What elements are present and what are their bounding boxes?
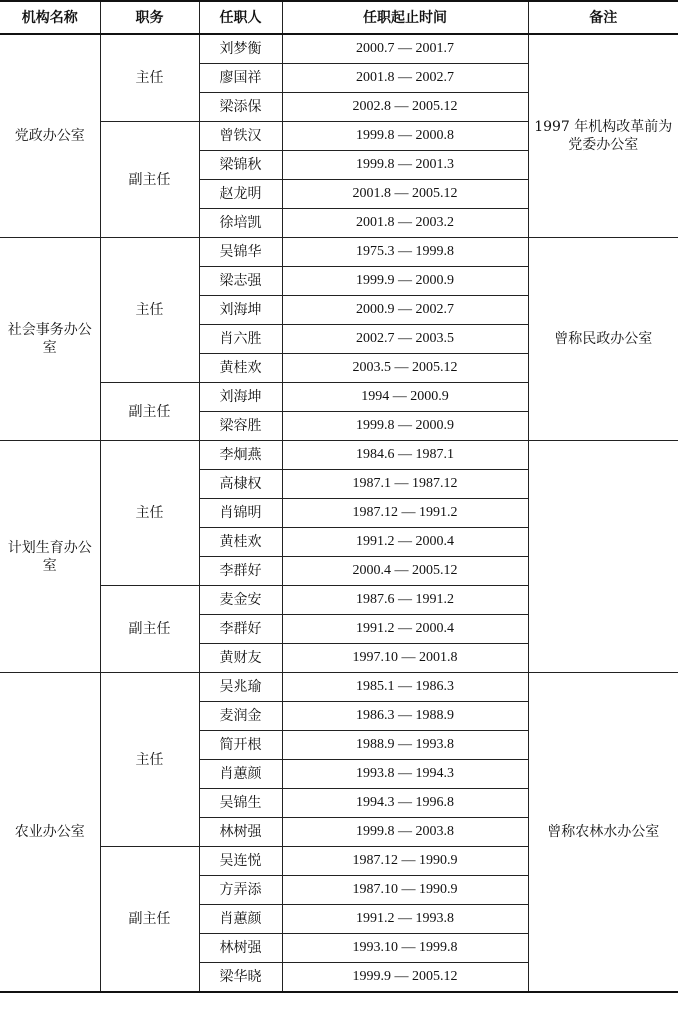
person-name-cell: 高棣权 [199, 470, 282, 499]
person-name-cell: 刘梦衡 [199, 34, 282, 64]
note-cell: 曾称民政办公室 [528, 238, 678, 441]
person-name-cell: 李群好 [199, 615, 282, 644]
term-cell: 1997.10 — 2001.8 [282, 644, 528, 673]
term-cell: 1988.9 — 1993.8 [282, 731, 528, 760]
term-cell: 1975.3 — 1999.8 [282, 238, 528, 267]
person-name-cell: 廖国祥 [199, 64, 282, 93]
term-cell: 2000.9 — 2002.7 [282, 296, 528, 325]
position-cell: 主任 [100, 441, 199, 586]
person-name-cell: 李炯燕 [199, 441, 282, 470]
header-note: 备注 [528, 1, 678, 34]
term-cell: 1984.6 — 1987.1 [282, 441, 528, 470]
term-cell: 1999.8 — 2000.8 [282, 122, 528, 151]
person-name-cell: 麦金安 [199, 586, 282, 615]
term-cell: 1987.10 — 1990.9 [282, 876, 528, 905]
table-row [0, 34, 678, 64]
term-cell: 2001.8 — 2003.2 [282, 209, 528, 238]
term-cell: 2000.7 — 2001.7 [282, 34, 528, 64]
term-cell: 1991.2 — 2000.4 [282, 615, 528, 644]
person-name-cell: 刘海坤 [199, 296, 282, 325]
person-name-cell: 吴连悦 [199, 847, 282, 876]
term-cell: 1994 — 2000.9 [282, 383, 528, 412]
person-name-cell: 徐培凯 [199, 209, 282, 238]
table-body [0, 34, 678, 992]
person-name-cell: 黄桂欢 [199, 528, 282, 557]
term-cell: 1994.3 — 1996.8 [282, 789, 528, 818]
term-cell: 1999.8 — 2000.9 [282, 412, 528, 441]
org-name-cell: 党政办公室 [0, 34, 100, 238]
person-name-cell: 梁容胜 [199, 412, 282, 441]
term-cell: 1986.3 — 1988.9 [282, 702, 528, 731]
person-name-cell: 梁锦秋 [199, 151, 282, 180]
position-cell: 副主任 [100, 847, 199, 993]
table-row [0, 441, 678, 470]
person-name-cell: 林树强 [199, 818, 282, 847]
term-cell: 1999.8 — 2001.3 [282, 151, 528, 180]
header-position: 职务 [100, 1, 199, 34]
person-name-cell: 赵龙明 [199, 180, 282, 209]
term-cell: 2002.7 — 2003.5 [282, 325, 528, 354]
term-cell: 1999.8 — 2003.8 [282, 818, 528, 847]
term-cell: 2002.8 — 2005.12 [282, 93, 528, 122]
person-name-cell: 李群好 [199, 557, 282, 586]
person-name-cell: 吴锦华 [199, 238, 282, 267]
org-name-cell: 计划生育办公室 [0, 441, 100, 673]
term-cell: 1987.12 — 1991.2 [282, 499, 528, 528]
term-cell: 2000.4 — 2005.12 [282, 557, 528, 586]
person-name-cell: 方弄添 [199, 876, 282, 905]
table-row [0, 673, 678, 702]
header-row [0, 1, 678, 34]
person-name-cell: 麦润金 [199, 702, 282, 731]
term-cell: 1999.9 — 2000.9 [282, 267, 528, 296]
position-cell: 主任 [100, 673, 199, 847]
person-name-cell: 简开根 [199, 731, 282, 760]
term-cell: 1991.2 — 2000.4 [282, 528, 528, 557]
person-name-cell: 梁华晓 [199, 963, 282, 993]
term-cell: 1993.8 — 1994.3 [282, 760, 528, 789]
term-cell: 2003.5 — 2005.12 [282, 354, 528, 383]
header-term: 任职起止时间 [282, 1, 528, 34]
person-name-cell: 黄财友 [199, 644, 282, 673]
term-cell: 2001.8 — 2002.7 [282, 64, 528, 93]
person-name-cell: 吴锦生 [199, 789, 282, 818]
term-cell: 1987.6 — 1991.2 [282, 586, 528, 615]
term-cell: 1987.12 — 1990.9 [282, 847, 528, 876]
term-cell: 1987.1 — 1987.12 [282, 470, 528, 499]
term-cell: 1993.10 — 1999.8 [282, 934, 528, 963]
person-name-cell: 吴兆瑜 [199, 673, 282, 702]
person-name-cell: 黄桂欢 [199, 354, 282, 383]
person-name-cell: 肖蕙颜 [199, 760, 282, 789]
note-cell [528, 441, 678, 673]
person-name-cell: 刘海坤 [199, 383, 282, 412]
person-name-cell: 梁志强 [199, 267, 282, 296]
person-name-cell: 肖蕙颜 [199, 905, 282, 934]
person-name-cell: 林树强 [199, 934, 282, 963]
term-cell: 1999.9 — 2005.12 [282, 963, 528, 993]
position-cell: 主任 [100, 34, 199, 122]
note-cell: 1997 年机构改革前为党委办公室 [528, 34, 678, 238]
position-cell: 副主任 [100, 383, 199, 441]
person-name-cell: 肖六胜 [199, 325, 282, 354]
header-org: 机构名称 [0, 1, 100, 34]
position-cell: 副主任 [100, 586, 199, 673]
table-row [0, 238, 678, 267]
term-cell: 1985.1 — 1986.3 [282, 673, 528, 702]
term-cell: 1991.2 — 1993.8 [282, 905, 528, 934]
person-name-cell: 曾铁汉 [199, 122, 282, 151]
org-name-cell: 社会事务办公室 [0, 238, 100, 441]
position-cell: 主任 [100, 238, 199, 383]
position-cell: 副主任 [100, 122, 199, 238]
org-name-cell: 农业办公室 [0, 673, 100, 993]
note-cell: 曾称农林水办公室 [528, 673, 678, 993]
person-name-cell: 梁添保 [199, 93, 282, 122]
person-name-cell: 肖锦明 [199, 499, 282, 528]
term-cell: 2001.8 — 2005.12 [282, 180, 528, 209]
header-person: 任职人 [199, 1, 282, 34]
